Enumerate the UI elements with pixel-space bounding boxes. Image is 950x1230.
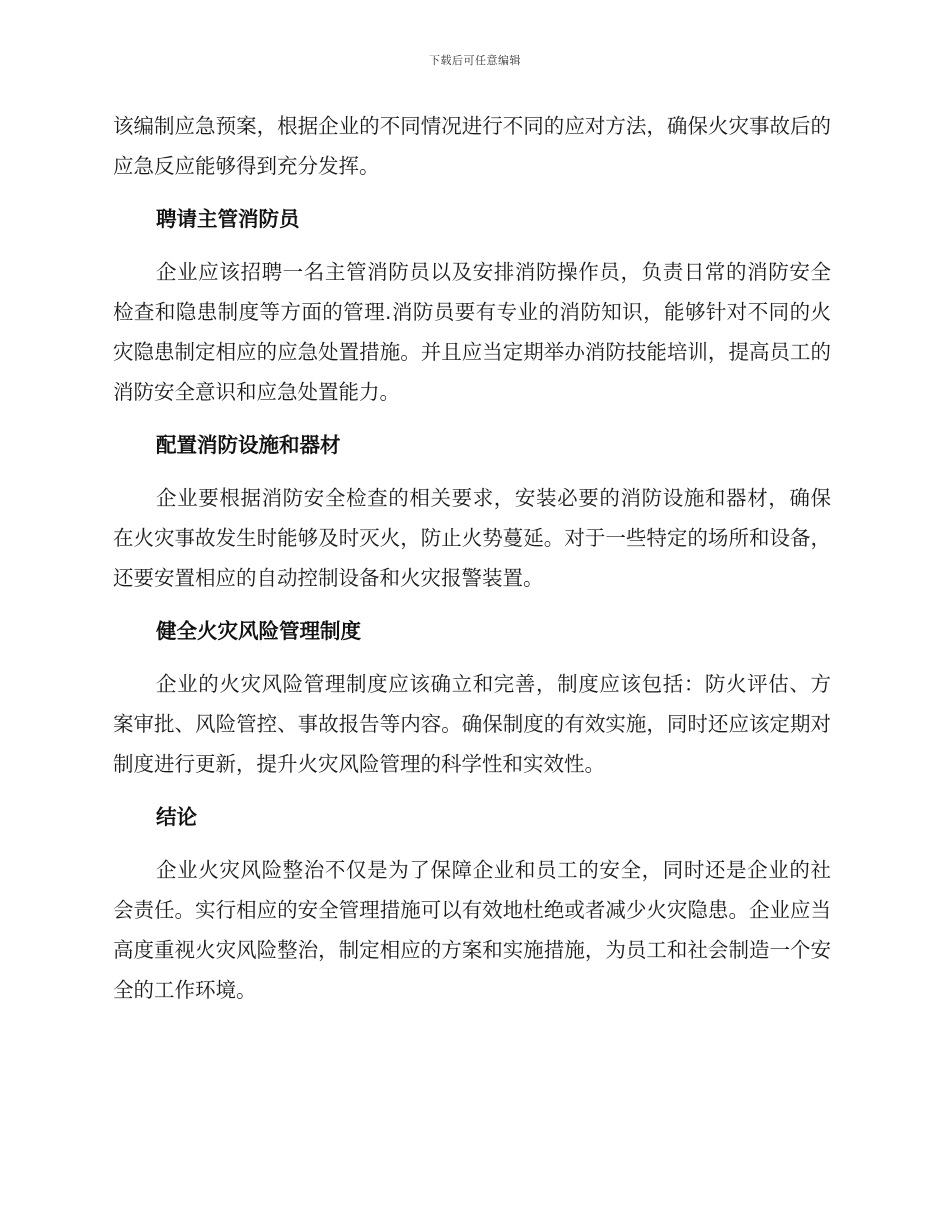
page-header: 下载后可任意编辑 [429, 54, 521, 67]
intro-continuation-paragraph: 该编制应急预案，根据企业的不同情况进行不同的应对方法，确保火灾事故后的应急反应能够得到充分发挥。 [113, 114, 831, 178]
section-paragraph-fire-equipment: 企业要根据消防安全检查的相关要求，安装必要的消防设施和器材，确保在火灾事故发生时能够及时灭火，防止火势蔓延。对于一些特定的场所和设备，还要安置相应的自动控制设备和火灾报警装置。 [113, 486, 831, 590]
section-paragraph-risk-management: 企业的火灾风险管理制度应该确立和完善，制度应该包括：防火评估、方案审批、风险管控、事故报告等内容。确保制度的有效实施，同时还应该定期对制度进行更新，提升火灾风险管理的科学性和实效性。 [113, 672, 831, 776]
section-paragraph-conclusion: 企业火灾风险整治不仅是为了保障企业和员工的安全，同时还是企业的社会责任。实行相应的安全管理措施可以有效地杜绝或者减少火灾隐患。企业应当高度重视火灾风险整治，制定相应的方案和实施措施，为员工和社会制造一个安全的工作环境。 [113, 858, 831, 1002]
section-heading-conclusion: 结论 [156, 805, 197, 829]
document-body [113, 106, 831, 1010]
section-heading-risk-management: 健全火灾风险管理制度 [156, 619, 361, 643]
section-heading-fire-equipment: 配置消防设施和器材 [156, 433, 341, 457]
section-paragraph-fire-officer: 企业应该招聘一名主管消防员以及安排消防操作员，负责日常的消防安全检查和隐患制度等方面的管理.消防员要有专业的消防知识，能够针对不同的火灾隐患制定相应的应急处置措施。并且应当定期举办消防技能培训，提高员工的消防安全意识和应急处置能力。 [113, 260, 831, 404]
section-heading-fire-officer: 聘请主管消防员 [156, 207, 300, 231]
